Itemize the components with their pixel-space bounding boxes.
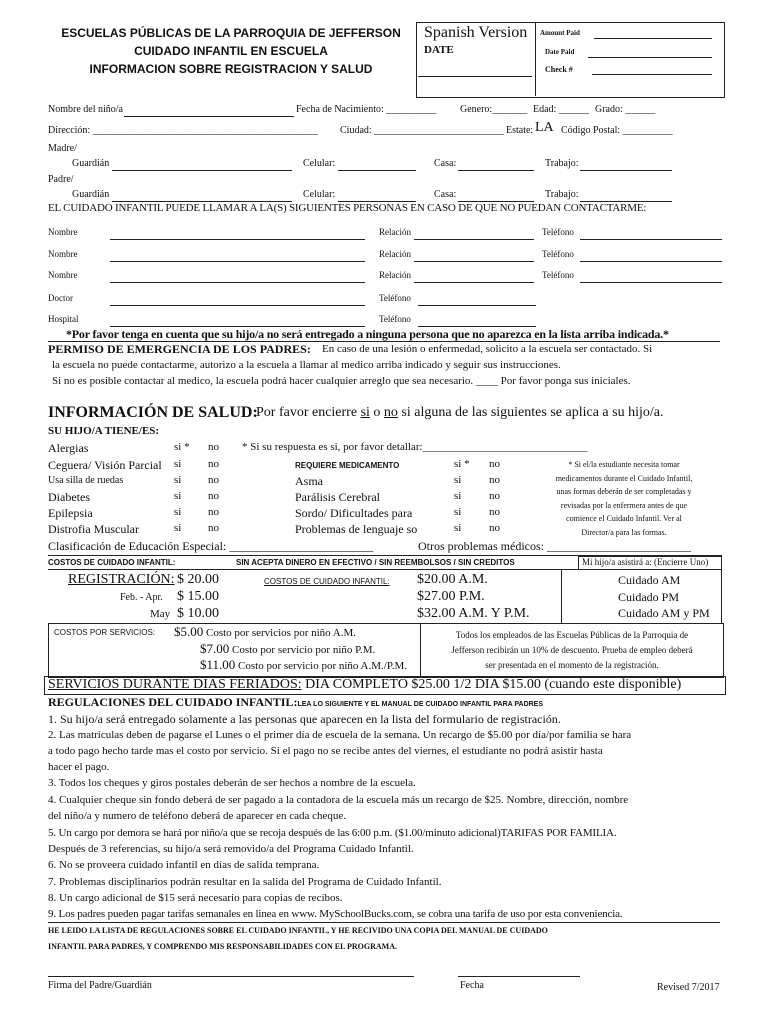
rules-title-note: LEA LO SIGUIENTE Y EL MANUAL DE CUIDADO INFANTIL PARA PADRES [297, 701, 544, 708]
note-line-2: medicamentos durante el Cuidado Infantil, [555, 473, 693, 483]
contact-2-phone-label: Teléfono [542, 249, 574, 259]
costs-bar-label: COSTOS DE CUIDADO INFANTIL: [48, 558, 176, 567]
contact-3-relation-field[interactable] [414, 282, 534, 283]
condition-diabetes: Diabetes [48, 490, 90, 504]
child-name-label: Nombre del niño/a [48, 104, 123, 115]
cerebral-palsy-no[interactable]: no [489, 490, 500, 502]
rule-2-cont-2: hacer el pago. [48, 761, 110, 773]
condition-muscular-dystrophy: Distrofia Muscular [48, 522, 139, 536]
wheelchair-yes[interactable]: si [174, 474, 182, 486]
child-has-label: SU HIJO/A TIENE/ES: [48, 425, 160, 437]
mother-cell-label: Celular: [303, 158, 336, 169]
condition-allergies: Alergias [48, 441, 89, 455]
date-label: DATE [424, 44, 454, 56]
contact-2-relation-field[interactable] [414, 261, 534, 262]
care-costs-label: COSTOS DE CUIDADO INFANTIL: [264, 577, 390, 586]
care-cost-am: $20.00 A.M. [417, 572, 488, 587]
age-label: Edad: ______ [533, 104, 589, 115]
contact-2-name-field[interactable] [110, 261, 365, 262]
epilepsy-yes[interactable]: si [174, 506, 182, 518]
contact-2-relation-label: Relación [379, 249, 411, 259]
discount-line-1: Todos los empleados de las Escuelas Públicas de la Parroquia de [455, 630, 689, 640]
date-paid-field[interactable] [588, 57, 712, 58]
address-label: Dirección: _____________________________________________ [48, 125, 318, 136]
rule-5: 5. Un cargo por demora se hará por niño/a que se recoja después de las 6:00 p.m. ($1.00/minuto adicional)TARIFAS POR FAMILIA. [48, 827, 617, 839]
date-field[interactable] [418, 76, 532, 77]
divider [48, 569, 578, 570]
contact-1-name-field[interactable] [110, 239, 365, 240]
cerebral-palsy-yes[interactable]: si [454, 490, 462, 502]
muscular-dystrophy-no[interactable]: no [208, 522, 219, 534]
hospital-phone-label: Teléfono [379, 314, 411, 324]
doctor-phone-label: Teléfono [379, 293, 411, 303]
check-number-label: Check # [545, 65, 573, 74]
father-work-label: Trabajo: [545, 189, 579, 200]
condition-hearing: Sordo/ Dificultades para [295, 506, 413, 520]
discount-line-2: Jefferson recibirán un 10% de descuento. Prueba de empleo deberá [451, 645, 693, 655]
condition-blindness: Ceguera/ Visión Parcial [48, 458, 162, 472]
rule-7: 7. Problemas disciplinarios podrán resultar en la salida del Programa de Cuidado Infantil. [48, 876, 442, 888]
rule-4-cont: del niño/a y numero de teléfono deberá de aparecer en cada cheque. [48, 810, 347, 822]
emergency-permission-text-3: Si no es posible contactar al medico, la escuela podrá hacer cualquier arreglo que sea necesario. ____ Por favor ponga sus iniciales. [52, 375, 631, 387]
condition-medication: REQUIERE MEDICAMENTO [295, 461, 400, 470]
other-medical-label: Otros problemas médicos: ________________________ [418, 539, 691, 553]
mother-name-field[interactable] [112, 170, 292, 171]
hearing-yes[interactable]: si [454, 506, 462, 518]
may-amount: $ 10.00 [177, 606, 219, 621]
blindness-no[interactable]: no [208, 458, 219, 470]
service-costs-label: COSTOS POR SERVICIOS: [54, 628, 156, 637]
service-box-divider [420, 623, 421, 676]
father-home-label: Casa: [434, 189, 457, 200]
health-subtitle-no: no [383, 405, 398, 420]
form-title: ESCUELAS PÚBLICAS DE LA PARROQUIA DE JEFFERSON [61, 26, 401, 40]
pickup-warning: *Por favor tenga en cuenta que su hijo/a no será entregado a ninguna persona que no aparezca en la lista arriba indicada.* [66, 327, 669, 341]
date-signed-field[interactable] [458, 976, 580, 977]
form-subtitle: CUIDADO INFANTIL EN ESCUELA [134, 44, 328, 58]
form-subtitle-2: INFORMACION SOBRE REGISTRACION Y SALUD [89, 62, 373, 76]
father-label: Padre/ [48, 174, 74, 185]
rule-9: 9. Los padres pueden pagar tarifas semanales en linea en www. MySchoolBucks.com, se cobra una tarifa de uso por esta conveniencia. [48, 908, 623, 920]
doctor-label: Doctor [48, 293, 73, 303]
health-subtitle-a: Por favor encierre [256, 405, 361, 420]
contact-2-name-label: Nombre [48, 249, 78, 259]
service-cost-pm-text: Costo por servicio por niño P.M. [229, 644, 376, 656]
condition-cerebral-palsy: Parálisis Cerebral [295, 490, 380, 504]
service-cost-am-pm [200, 657, 407, 673]
contact-3-phone-field[interactable] [580, 282, 722, 283]
option-am-pm[interactable]: Cuidado AM y PM [618, 606, 710, 620]
condition-epilepsy: Epilepsia [48, 506, 93, 520]
care-cost-pm: $27.00 P.M. [417, 589, 485, 604]
rule-4: 4. Cualquier cheque sin fondo deberá de ser pagado a la contadora de la escuela más un recargo de $25. Nombre, dirección, nombre [48, 794, 629, 806]
check-number-field[interactable] [592, 74, 712, 75]
attendance-choice-label: Mi hijo/a asistirá a: (Encierre Uno) [582, 557, 709, 567]
note-line-3: unas formas deberán de ser completadas y [556, 487, 692, 496]
mother-home-field[interactable] [458, 170, 534, 171]
date-signed-label: Fecha [460, 980, 484, 991]
care-cost-am-pm: $32.00 A.M. Y P.M. [417, 606, 530, 621]
service-cost-am-amount: $5.00 [174, 624, 204, 639]
child-name-field[interactable] [124, 116, 294, 117]
no-cash-notice: SIN ACEPTA DINERO EN EFECTIVO / SIN REEMBOLSOS / SIN CREDITOS [236, 558, 515, 567]
allergies-yes[interactable]: si * [174, 441, 190, 453]
epilepsy-no[interactable]: no [208, 506, 219, 518]
revision-label: Revised 7/2017 [657, 982, 720, 993]
doctor-phone-field[interactable] [418, 305, 536, 306]
medication-note [530, 458, 718, 539]
registration-label: REGISTRACIÓN: [68, 572, 175, 587]
mother-work-label: Trabajo: [545, 158, 579, 169]
contact-3-name-label: Nombre [48, 270, 78, 280]
asthma-yes[interactable]: si [454, 474, 462, 486]
rule-2: 2. Las matrículas deben de pagarse el Lunes o el primer día de escuela de la semana. Un recargo de $5.00 por día/por familia se hara [48, 729, 632, 741]
employee-discount-note [424, 628, 720, 673]
health-subtitle-si: si [360, 405, 370, 420]
service-cost-am-pm-text: Costo por servicio por niño A.M./P.M. [235, 660, 408, 672]
feb-apr-label: Feb. - Apr. [120, 592, 163, 603]
date-paid-label: Date Paid [545, 48, 575, 56]
note-line-1: * Si el/la estudiante necesita tomar [568, 460, 680, 469]
state-label: Estate: [506, 125, 534, 136]
wheelchair-no[interactable]: no [208, 474, 219, 486]
option-am[interactable]: Cuidado AM [618, 573, 681, 587]
service-cost-pm [200, 641, 375, 657]
speech-no[interactable]: no [489, 522, 500, 534]
mother-label: Madre/ [48, 143, 77, 154]
rules-title [48, 695, 543, 710]
dob-label: Fecha de Nacimiento: __________ [296, 104, 437, 115]
emergency-permission-text-2: la escuela no puede contactarme, autorizo a la escuela a llamar al medico arriba indicado y seguir sus instrucciones. [52, 359, 561, 371]
zip-label: Código Postal: __________ [561, 125, 673, 136]
medication-no[interactable]: no [489, 458, 500, 470]
contact-1-phone-label: Teléfono [542, 227, 574, 237]
rule-5-cont: Después de 3 referencias, su hijo/a será removido/a del Programa Cuidado Infantil. [48, 843, 414, 855]
city-label: Ciudad: __________________________ [340, 125, 505, 136]
emergency-contacts-heading: EL CUIDADO INFANTIL PUEDE LLAMAR A LA(S) SIGUIENTES PERSONAS EN CASO DE QUE NO PUEDAN CONTACTARME: [48, 202, 647, 214]
emergency-permission-title: PERMISO DE EMERGENCIA DE LOS PADRES: [48, 342, 311, 356]
contact-3-phone-label: Teléfono [542, 270, 574, 280]
amount-paid-label: Amount Paid [540, 29, 580, 37]
allergies-no[interactable]: no [208, 441, 219, 453]
contact-2-phone-field[interactable] [580, 261, 722, 262]
hospital-label: Hospital [48, 314, 79, 324]
contact-1-relation-label: Relación [379, 227, 411, 237]
speech-yes[interactable]: si [454, 522, 462, 534]
contact-3-relation-label: Relación [379, 270, 411, 280]
acknowledgement-line-1: HE LEIDO LA LISTA DE REGULACIONES SOBRE EL CUIDADO INFANTIL, Y HE RECIVIDO UNA COPIA DEL MANUAL DE CUIDADO [48, 926, 548, 935]
feb-apr-amount: $ 15.00 [177, 589, 219, 604]
service-cost-am [174, 624, 356, 640]
office-box-divider [535, 22, 536, 96]
mother-cell-field[interactable] [338, 170, 416, 171]
emergency-permission-text-1: En caso de una lesión o enfermedad, solicito a la escuela ser contactado. Si [322, 343, 653, 355]
special-ed-label: Clasificación de Educación Especial: ________________________ [48, 539, 374, 553]
discount-line-3: ser presentada en el momento de la registración. [485, 660, 659, 670]
note-line-4: revisadas por la enfermera antes de que [560, 500, 688, 510]
divider [48, 922, 720, 923]
health-subtitle-b: o [369, 405, 384, 420]
medication-yes[interactable]: si * [454, 458, 470, 470]
condition-speech: Problemas de lenguaje so [295, 522, 417, 536]
contact-3-name-field[interactable] [110, 282, 365, 283]
rule-2-cont: a todo pago hecho tarde mas el costo por servicio. Si el pago no se recibe antes del viernes, el estudiante no podrá asistir hasta [48, 745, 603, 757]
amount-paid-field[interactable] [594, 38, 712, 39]
state-value: LA [535, 120, 554, 135]
condition-wheelchair: Usa silla de ruedas [48, 475, 124, 486]
father-guardian-label: Guardián [72, 189, 110, 200]
registration-amount: $ 20.00 [177, 572, 219, 587]
hearing-no[interactable]: no [489, 506, 500, 518]
option-pm[interactable]: Cuidado PM [618, 590, 680, 604]
contact-1-name-label: Nombre [48, 227, 78, 237]
health-subtitle [256, 405, 663, 421]
mother-work-field[interactable] [580, 170, 672, 171]
may-label: May [150, 608, 171, 620]
health-subtitle-c: si alguna de las siguientes se aplica a su hijo/a. [397, 405, 664, 420]
contact-1-phone-field[interactable] [580, 239, 722, 240]
note-line-6: Director/a para las formas. [581, 527, 667, 537]
blindness-yes[interactable]: si [174, 458, 182, 470]
condition-asthma: Asma [295, 474, 323, 488]
rule-3: 3. Todos los cheques y giros postales deberán de ser hechos a nombre de la escuela. [48, 777, 416, 789]
acknowledgement-line-2: INFANTIL PARA PADRES, Y COMPRENDO MIS RESPONSABILIDADES CON EL PROGRAMA. [48, 942, 397, 951]
gender-label: Genero:_______ [460, 104, 528, 115]
service-cost-am-pm-amount: $11.00 [200, 657, 236, 672]
holiday-services-rates: DIA COMPLETO $25.00 1/2 DIA $15.00 (cuando este disponible) [301, 677, 682, 692]
mother-home-label: Casa: [434, 158, 457, 169]
asthma-no[interactable]: no [489, 474, 500, 486]
grade-label: Grado: ______ [595, 104, 656, 115]
health-title: INFORMACIÓN DE SALUD: [48, 404, 258, 421]
muscular-dystrophy-yes[interactable]: si [174, 522, 182, 534]
rule-8: 8. Un cargo adicional de $15 será necesario para copias de recibos. [48, 892, 343, 904]
doctor-field[interactable] [110, 305, 365, 306]
detail-label: * Si su respuesta es si, por favor detallar:______________________________ [242, 441, 588, 453]
diabetes-no[interactable]: no [208, 490, 219, 502]
note-line-5: comience el Cuidado Infantil. Ver al [566, 514, 682, 523]
service-cost-pm-amount: $7.00 [200, 641, 230, 656]
holiday-services-label: SERVICIOS DURANTE DIAS FERIADOS: [48, 677, 302, 692]
diabetes-yes[interactable]: si [174, 490, 182, 502]
holiday-services [48, 677, 681, 693]
father-cell-label: Celular: [303, 189, 336, 200]
signature-label: Firma del Padre/Guardián [48, 980, 152, 991]
signature-field[interactable] [48, 976, 414, 977]
rule-1: 1. Su hijo/a será entregado solamente a las personas que aparecen en la lista del formulario de registración. [48, 712, 561, 726]
service-cost-am-text: Costo por servicios por niño A.M. [203, 627, 357, 639]
rules-title-text: REGULACIONES DEL CUIDADO INFANTIL: [48, 695, 298, 709]
contact-1-relation-field[interactable] [414, 239, 534, 240]
mother-guardian-label: Guardián [72, 158, 110, 169]
version-label: Spanish Version [424, 24, 528, 41]
rule-6: 6. No se proveera cuidado infantil en días de salida temprana. [48, 859, 320, 871]
